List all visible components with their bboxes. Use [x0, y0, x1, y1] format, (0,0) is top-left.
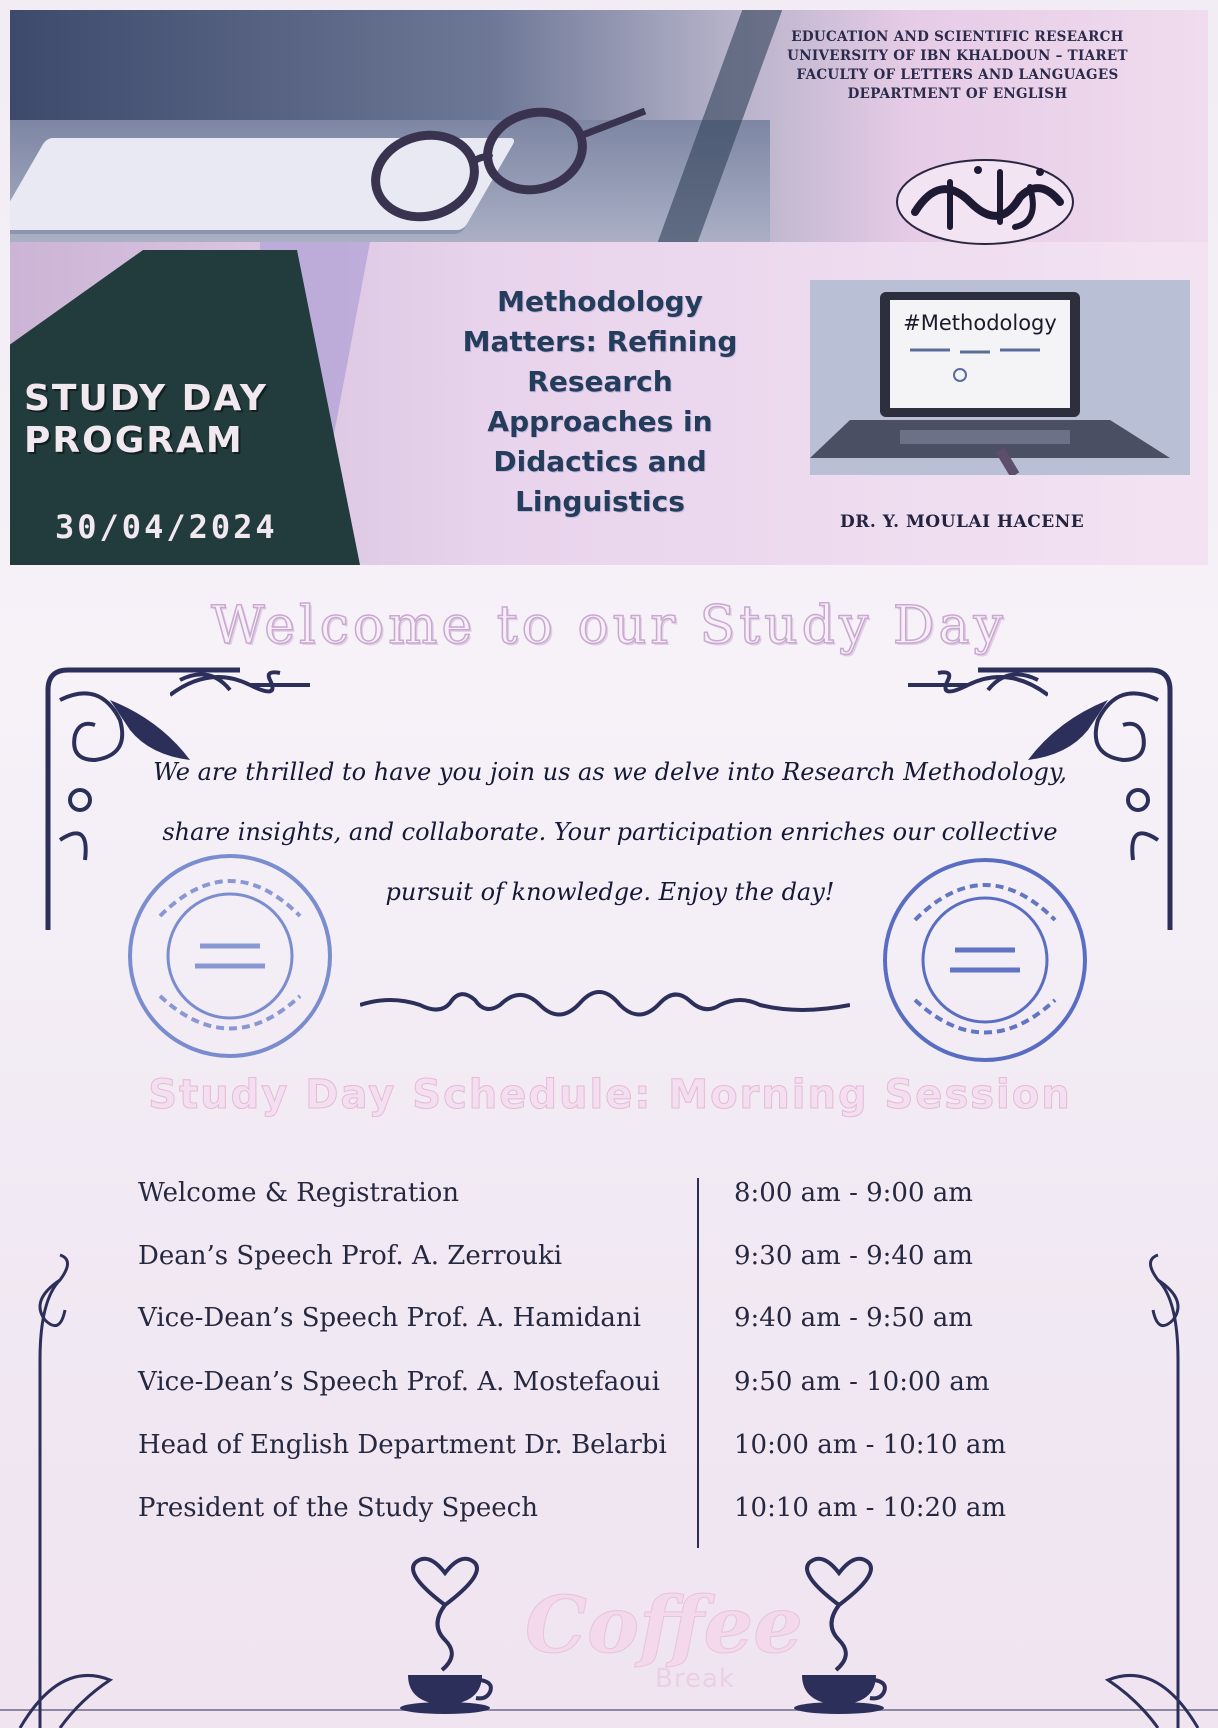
topic-line: Didactics and: [493, 445, 707, 478]
eyeglasses-icon: [370, 106, 650, 236]
schedule-event: Vice-Dean’s Speech Prof. A. Hamidani: [138, 1303, 641, 1333]
divider-swirl-icon: [360, 975, 850, 1035]
event-date: 30/04/2024: [55, 508, 278, 546]
schedule-time: 9:40 am - 9:50 am: [734, 1303, 973, 1333]
header-banner: [10, 10, 1208, 565]
schedule-event: Dean’s Speech Prof. A. Zerrouki: [138, 1241, 563, 1271]
org-line: DEPARTMENT OF ENGLISH: [847, 86, 1068, 102]
topic-line: Approaches in: [487, 405, 713, 438]
schedule-time: 10:10 am - 10:20 am: [734, 1493, 1007, 1523]
topic-line: Methodology: [497, 285, 703, 318]
welcome-message: [130, 742, 1090, 922]
topic-line: Research: [527, 365, 673, 398]
university-calligraphy-logo: [890, 142, 1080, 252]
laptop-image: [810, 280, 1190, 475]
welcome-line: share insights, and collaborate. Your participation enriches our collective: [162, 818, 1058, 846]
schedule-event: Vice-Dean’s Speech Prof. A. Mostefaoui: [138, 1367, 660, 1397]
laptop-screen-text: #Methodology: [903, 311, 1057, 335]
schedule-event: Welcome & Registration: [138, 1178, 460, 1208]
flourish-scroll-icon: [908, 665, 1048, 705]
program-title-line: STUDY DAY: [24, 378, 268, 419]
schedule-time: 10:00 am - 10:10 am: [734, 1430, 1007, 1460]
topic-line: Matters: Refining: [462, 325, 738, 358]
speaker-name: DR. Y. MOULAI HACENE: [840, 512, 1085, 532]
organization-block: [710, 28, 1205, 104]
topic-line: Linguistics: [515, 485, 685, 518]
program-title: [24, 378, 354, 462]
break-word: Break: [655, 1664, 735, 1694]
schedule-time: 8:00 am - 9:00 am: [734, 1178, 973, 1208]
welcome-line: We are thrilled to have you join us as we delve into Research Methodology,: [153, 758, 1067, 786]
org-line: FACULTY OF LETTERS AND LANGUAGES: [796, 67, 1119, 83]
schedule-event: President of the Study Speech: [138, 1493, 538, 1523]
welcome-title: Welcome to our Study Day: [211, 596, 1007, 656]
schedule-title: Study Day Schedule: Morning Session: [148, 1072, 1072, 1118]
program-title-line: PROGRAM: [24, 420, 244, 461]
schedule-time: 9:50 am - 10:00 am: [734, 1367, 990, 1397]
coffee-break-label: [505, 1580, 803, 1700]
org-line: UNIVERSITY OF IBN KHALDOUN – TIARET: [787, 48, 1128, 64]
flourish-scroll-icon: [170, 665, 310, 705]
schedule-row: [138, 1178, 1138, 1222]
schedule-event: Head of English Department Dr. Belarbi: [138, 1430, 667, 1460]
org-line: EDUCATION AND SCIENTIFIC RESEARCH: [791, 29, 1124, 45]
schedule-time: 9:30 am - 9:40 am: [734, 1241, 973, 1271]
coffee-cup-heart-icon: [390, 1555, 500, 1715]
coffee-word: Coffee: [525, 1580, 803, 1671]
study-day-topic: [380, 282, 820, 522]
welcome-line: pursuit of knowledge. Enjoy the day!: [385, 878, 835, 906]
